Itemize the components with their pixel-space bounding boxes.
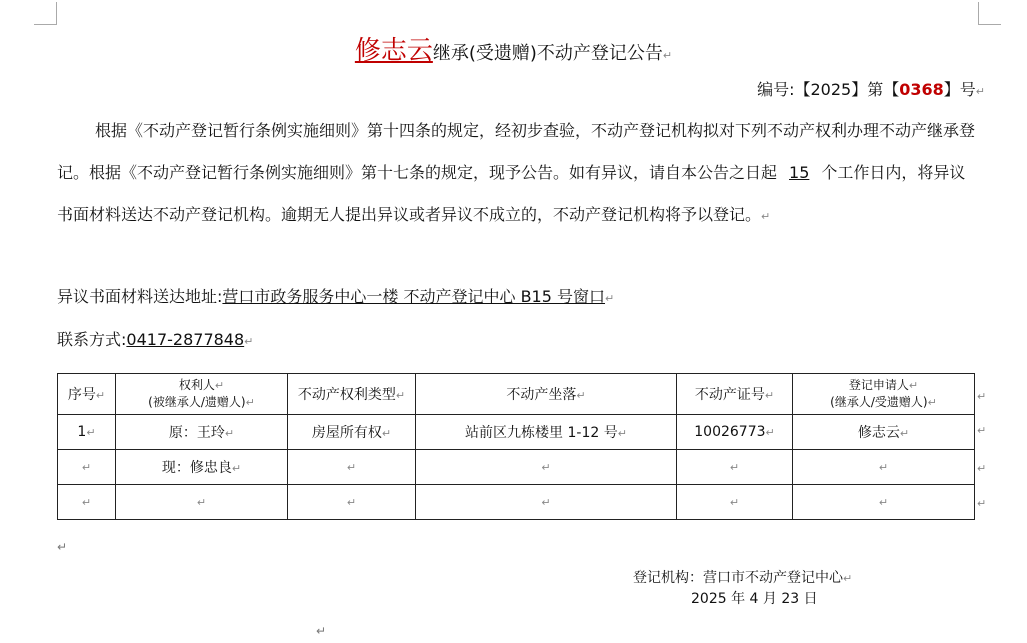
paragraph-mark: ↵ — [244, 335, 254, 348]
row-end-mark: ↵ — [977, 390, 987, 403]
table-row — [58, 415, 975, 450]
page-corner-mark-top-left — [34, 2, 57, 25]
cell-empty: ↵ — [58, 450, 116, 485]
header-seq: 序号↵ — [58, 374, 116, 415]
cell-empty: ↵ — [116, 485, 288, 520]
cell-empty: ↵ — [288, 485, 416, 520]
header-applicant: 登记申请人↵ (继承人/受遗赠人)↵ — [793, 374, 975, 415]
cell-right-type: 房屋所有权↵ — [288, 415, 416, 450]
applicant-name-title: 修志云 — [354, 36, 433, 66]
notice-number: 编号:【2025】第【0368】号↵ — [757, 80, 985, 99]
row-end-mark: ↵ — [977, 424, 987, 437]
notice-date: 2025 年 4 月 23 日 — [691, 591, 818, 607]
paragraph-mark: ↵ — [605, 292, 615, 305]
contact-line: 联系方式:0417-2877848↵ — [57, 330, 254, 349]
cell-empty: ↵ — [677, 485, 793, 520]
notice-title — [0, 30, 1027, 67]
registration-table — [57, 373, 975, 520]
registration-agency: 登记机构：营口市不动产登记中心↵ — [633, 570, 853, 586]
cell-empty: ↵ — [793, 450, 975, 485]
header-right-type: 不动产权利类型↵ — [288, 374, 416, 415]
cell-holder: 现：修忠良↵ — [116, 450, 288, 485]
row-end-mark: ↵ — [977, 497, 987, 510]
title-text: 继承(受遗赠)不动产登记公告 — [432, 43, 663, 64]
cell-seq: 1↵ — [58, 415, 116, 450]
paragraph-mark: ↵ — [57, 540, 68, 554]
header-holder: 权利人↵ (被继承人/遗赠人)↵ — [116, 374, 288, 415]
page-corner-mark-top-right — [978, 2, 1001, 25]
cell-empty: ↵ — [288, 450, 416, 485]
contact-phone: 0417-2877848 — [126, 330, 245, 349]
paragraph-mark: ↵ — [975, 85, 985, 98]
table-header-row — [58, 374, 975, 415]
notice-paragraph: 根据《不动产登记暂行条例实施细则》第十四条的规定，经初步查验，不动产登记机构拟对下列不动产权利办理不动产继承登记。根据《不动产登记暂行条例实施细则》第十七条的规定，现予公告。如有异议，请自本公告之日起 15 个工作日内，将异议书面材料送达不动产登记机构。逾期无人提出异议或者异议不成立的，不动产登记机构将予以登记。↵ — [57, 121, 976, 224]
cell-empty: ↵ — [677, 450, 793, 485]
cell-empty: ↵ — [793, 485, 975, 520]
header-cert-no: 不动产证号↵ — [677, 374, 793, 415]
cell-location: 站前区九栋楼里 1-12 号↵ — [416, 415, 677, 450]
paragraph-mark: ↵ — [843, 572, 853, 585]
notice-number-value: 0368 — [899, 80, 944, 99]
cell-empty: ↵ — [416, 450, 677, 485]
paragraph-mark: ↵ — [316, 624, 327, 638]
paragraph-mark: ↵ — [662, 49, 673, 62]
paragraph-mark: ↵ — [761, 210, 771, 223]
cell-cert-no: 10026773↵ — [677, 415, 793, 450]
objection-days: 15 — [789, 163, 810, 182]
table-row — [58, 485, 975, 520]
table-row — [58, 450, 975, 485]
address-value: 营口市政务服务中心一楼 不动产登记中心 B15 号窗口 — [222, 287, 606, 306]
objection-address: 异议书面材料送达地址:营口市政务服务中心一楼 不动产登记中心 B15 号窗口↵ — [57, 287, 615, 306]
cell-empty: ↵ — [416, 485, 677, 520]
header-location: 不动产坐落↵ — [416, 374, 677, 415]
cell-holder: 原：王玲↵ — [116, 415, 288, 450]
cell-applicant: 修志云↵ — [793, 415, 975, 450]
cell-empty: ↵ — [58, 485, 116, 520]
row-end-mark: ↵ — [977, 462, 987, 475]
